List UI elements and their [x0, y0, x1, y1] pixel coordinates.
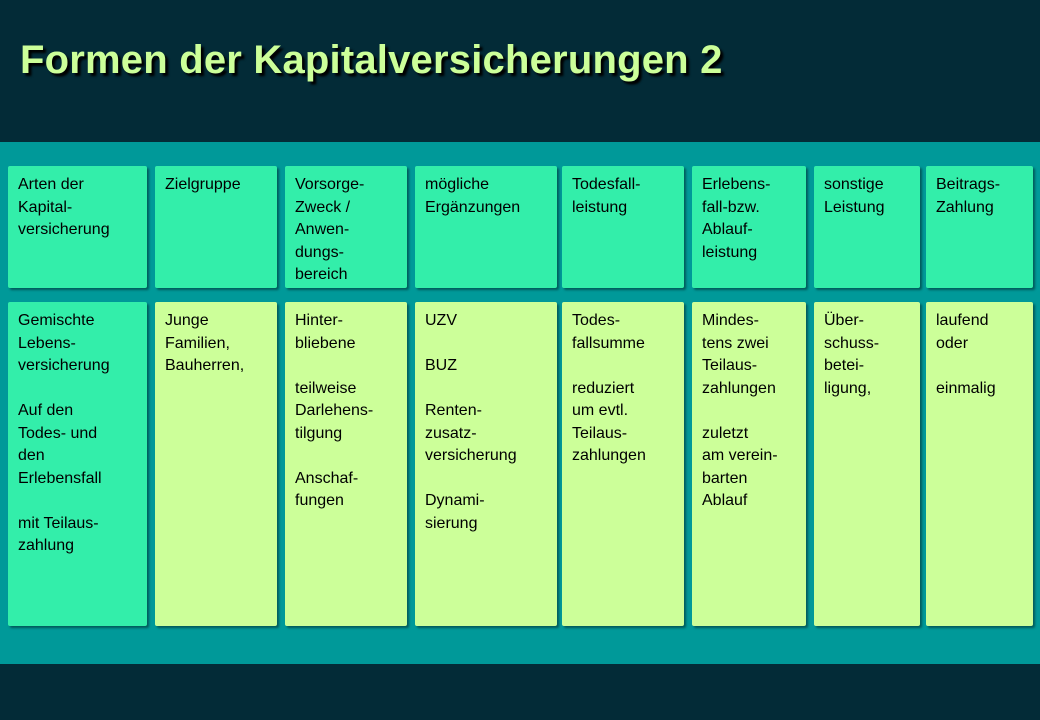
content-cell-zielgruppe: Junge Familien, Bauherren,	[155, 302, 277, 626]
header-cell-vorsorge-zweck: Vorsorge- Zweck / Anwen- dungs- bereich	[285, 166, 407, 288]
content-cell-erlebensfallleistung: Mindes- tens zwei Teilaus- zahlungen zuletzt am verein- barten Ablauf	[692, 302, 806, 626]
content-cell-beitragszahlung: laufend oder einmalig	[926, 302, 1033, 626]
header-cell-zielgruppe: Zielgruppe	[155, 166, 277, 288]
slide-title: Formen der Kapitalversicherungen 2	[20, 38, 723, 82]
content-cell-arten: Gemischte Lebens- versicherung Auf den Todes- und den Erlebensfall mit Teilaus- zahlung	[8, 302, 147, 626]
content-cell-sonstige-leistung: Über- schuss- betei- ligung,	[814, 302, 920, 626]
header-cell-sonstige-leistung: sonstige Leistung	[814, 166, 920, 288]
content-cell-todesfallleistung: Todes- fallsumme reduziert um evtl. Teilaus- zahlungen	[562, 302, 684, 626]
header-cell-arten: Arten der Kapital- versicherung	[8, 166, 147, 288]
header-cell-erlebensfallleistung: Erlebens- fall-bzw. Ablauf- leistung	[692, 166, 806, 288]
content-cell-vorsorge-zweck: Hinter- bliebene teilweise Darlehens- tilgung Anschaf- fungen	[285, 302, 407, 626]
header-cell-todesfallleistung: Todesfall- leistung	[562, 166, 684, 288]
content-cell-ergaenzungen: UZV BUZ Renten- zusatz- versicherung Dynami- sierung	[415, 302, 557, 626]
header-cell-ergaenzungen: mögliche Ergänzungen	[415, 166, 557, 288]
header-cell-beitragszahlung: Beitrags- Zahlung	[926, 166, 1033, 288]
